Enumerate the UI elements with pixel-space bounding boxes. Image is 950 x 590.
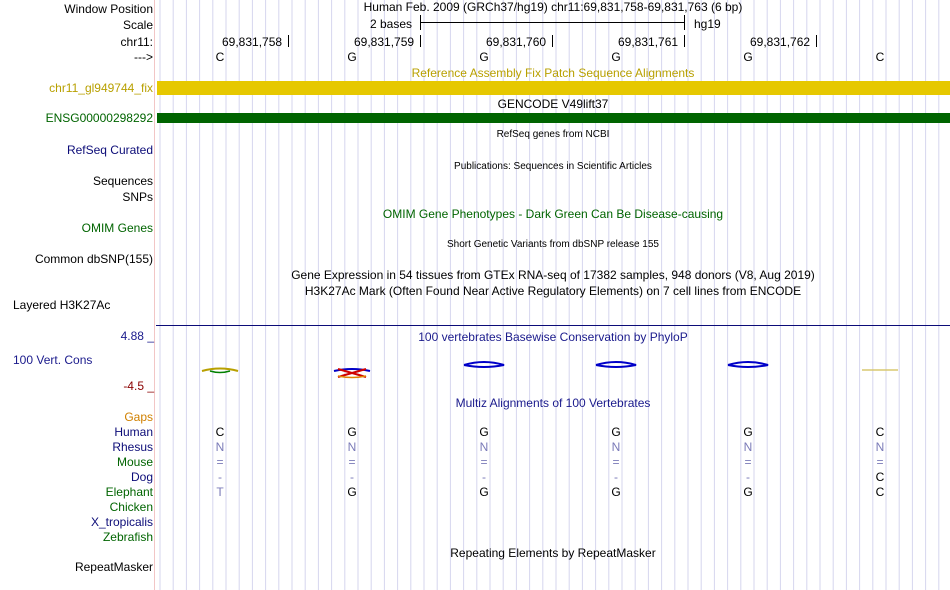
alignment-base: C [875, 470, 885, 484]
publications-track-title[interactable]: Publications: Sequences in Scientific Articles [454, 161, 652, 172]
alignment-base: C [875, 485, 885, 499]
scale-assembly: hg19 [694, 17, 721, 31]
species-label-dog[interactable]: Dog [130, 470, 153, 484]
alignment-base: T [216, 485, 224, 499]
alignment-base: = [216, 455, 224, 469]
alignment-base: N [215, 440, 225, 454]
alignment-base: = [876, 455, 884, 469]
scale-bar-right-tick [684, 15, 685, 30]
repeatmasker-track-title[interactable]: Repeating Elements by RepeatMasker [450, 546, 656, 560]
species-label-elephant[interactable]: Elephant [105, 485, 153, 499]
ruler-position-label: 69,831,760 [486, 35, 547, 49]
gaps-label[interactable]: Gaps [124, 410, 153, 424]
gencode-gene-bar[interactable] [157, 113, 950, 123]
ruler-position-label: 69,831,762 [750, 35, 811, 49]
phylop-glyph-3 [464, 362, 504, 367]
phylop-conservation-plot[interactable] [156, 355, 950, 383]
alignment-base: N [611, 440, 621, 454]
phylop-max-label: 4.88 _ [120, 329, 154, 343]
phylop-track-title[interactable]: 100 vertebrates Basewise Conservation by PhyloP [418, 330, 688, 344]
alignment-base: C [875, 425, 885, 439]
reference-base: C [875, 50, 885, 64]
omim-track-title[interactable]: OMIM Gene Phenotypes - Dark Green Can Be Disease-causing [382, 207, 724, 221]
omim-track-label[interactable]: OMIM Genes [81, 221, 153, 235]
reference-base: G [479, 50, 489, 64]
h3k27ac-track-title[interactable]: H3K27Ac Mark (Often Found Near Active Regulatory Elements) on 7 cell lines from ENCODE [304, 284, 802, 298]
alignment-base: = [612, 455, 620, 469]
chrom-label: chr11: [120, 35, 153, 49]
refseq-track-label[interactable]: RefSeq Curated [66, 143, 153, 157]
gencode-item-label[interactable]: ENSG00000298292 [45, 111, 153, 125]
alignment-base: G [743, 485, 753, 499]
species-label-rhesus[interactable]: Rhesus [112, 440, 153, 454]
window-position-value: Human Feb. 2009 (GRCh37/hg19) chr11:69,831,758-69,831,763 (6 bp) [363, 0, 743, 14]
species-label-mouse[interactable]: Mouse [116, 455, 153, 469]
species-label-x_tropicalis[interactable]: X_tropicalis [90, 515, 153, 529]
gencode-track-title[interactable]: GENCODE V49lift37 [497, 97, 609, 111]
reference-base: C [215, 50, 225, 64]
publications-sequences-label[interactable]: Sequences [92, 174, 153, 188]
alignment-base: = [348, 455, 356, 469]
alignment-base: - [614, 470, 618, 484]
ruler-tick [684, 35, 685, 47]
ruler-tick [420, 35, 421, 47]
ruler-tick [816, 35, 817, 47]
label-column-divider [154, 0, 155, 590]
alignment-base: G [347, 425, 357, 439]
alignment-base: G [611, 485, 621, 499]
reference-base: G [611, 50, 621, 64]
reference-base: G [347, 50, 357, 64]
alignment-base: N [479, 440, 489, 454]
alignment-base: G [611, 425, 621, 439]
species-label-human[interactable]: Human [114, 425, 153, 439]
dbsnp-track-title[interactable]: Short Genetic Variants from dbSNP release 155 [447, 239, 659, 250]
fix-patch-alignment-bar[interactable] [157, 81, 950, 95]
alignment-base: C [215, 425, 225, 439]
alignment-base: G [479, 425, 489, 439]
ruler-position-label: 69,831,758 [222, 35, 283, 49]
alignment-base: G [347, 485, 357, 499]
fix-patch-item-label[interactable]: chr11_gl949744_fix [49, 81, 153, 95]
alignment-base: G [479, 485, 489, 499]
species-label-chicken[interactable]: Chicken [109, 500, 153, 514]
phylop-glyph-5 [728, 362, 768, 367]
alignment-base: - [482, 470, 486, 484]
species-label-zebrafish[interactable]: Zebrafish [102, 530, 153, 544]
window-position-label: Window Position [64, 2, 153, 16]
phylop-track-label[interactable]: 100 Vert. Cons [13, 353, 93, 367]
gtex-track-title[interactable]: Gene Expression in 54 tissues from GTEx RNA-seq of 17382 samples, 948 donors (V8, Aug 2019) [291, 268, 815, 282]
phylop-glyph-1 [202, 369, 238, 373]
phylop-glyph-4 [596, 362, 636, 367]
ruler-tick [552, 35, 553, 47]
multiz-track-title[interactable]: Multiz Alignments of 100 Vertebrates [455, 396, 651, 410]
scale-label: Scale [122, 18, 153, 32]
ruler-position-label: 69,831,761 [618, 35, 679, 49]
alignment-base: - [746, 470, 750, 484]
alignment-base: G [743, 425, 753, 439]
publications-snps-label[interactable]: SNPs [122, 190, 153, 204]
alignment-base: N [875, 440, 885, 454]
alignment-base: = [480, 455, 488, 469]
phylop-glyph-2 [334, 369, 370, 378]
phylop-min-label: -4.5 _ [123, 379, 154, 393]
alignment-base: N [347, 440, 357, 454]
ruler-tick [288, 35, 289, 47]
scale-value: 2 bases [370, 17, 413, 31]
alignment-base: - [350, 470, 354, 484]
h3k27ac-track-label[interactable]: Layered H3K27Ac [13, 298, 111, 312]
alignment-base: = [744, 455, 752, 469]
strand-label: ---> [134, 50, 153, 64]
alignment-base: - [218, 470, 222, 484]
refseq-track-title[interactable]: RefSeq genes from NCBI [496, 129, 610, 140]
scale-bar [420, 22, 685, 23]
repeatmasker-track-label[interactable]: RepeatMasker [74, 560, 153, 574]
dbsnp-track-label[interactable]: Common dbSNP(155) [34, 252, 153, 266]
alignment-base: N [743, 440, 753, 454]
reference-base: G [743, 50, 753, 64]
fix-patch-track-title[interactable]: Reference Assembly Fix Patch Sequence Alignments [411, 66, 695, 80]
phylop-top-line [156, 325, 950, 326]
ruler-position-label: 69,831,759 [354, 35, 415, 49]
